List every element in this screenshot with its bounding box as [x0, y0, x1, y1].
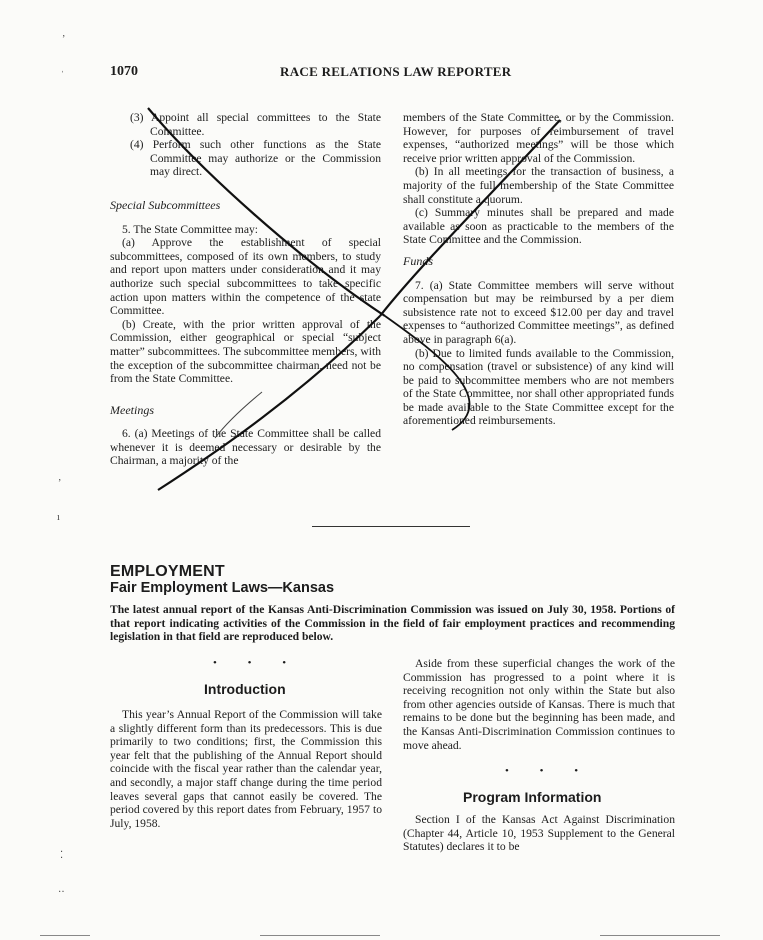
- separator-dots-left: • • •: [213, 657, 301, 669]
- section-subtitle: Fair Employment Laws—Kansas: [110, 580, 335, 596]
- right-body: [403, 657, 675, 752]
- running-head: RACE RELATIONS LAW REPORTER: [280, 64, 512, 79]
- heading-special-subcommittees: Special Subcommittees: [110, 197, 221, 212]
- aside-paragraph: Aside from these superficial changes the work of the Commission has progressed to a point where it is receiving recognition not only within the State but also from other agencies outside of Kansas. There is much that remains to be done but the beginning has been made, and the Kansas Anti-Discrimination Commission continues to move ahead.: [403, 657, 675, 752]
- paragraph-7b: (b) Due to limited funds available to the Commission, no compensation (travel or subsistence) of any kind will be paid to subcommittee members who are not members of the State Committee, nor shall other appropriated funds be made available to the State Committee except for the aforementioned reimbursements.: [403, 346, 674, 428]
- margin-mark: ’: [58, 478, 62, 489]
- heading-meetings: Meetings: [110, 402, 154, 417]
- margin-mark: ‥: [58, 884, 65, 895]
- paragraph-5: 5. The State Committee may:: [122, 222, 258, 236]
- program-paragraph: Section I of the Kansas Act Against Discrimination (Chapter 44, Article 10, 1953 Supplement to the General Statutes) declares it to be: [403, 813, 675, 854]
- introduction-heading: Introduction: [204, 681, 286, 697]
- top-right-column: [403, 111, 674, 428]
- bottom-edge-line: [600, 935, 720, 936]
- page-number: 1070: [110, 64, 138, 79]
- top-left-column: [110, 111, 381, 468]
- section-divider: [312, 526, 470, 527]
- margin-mark: ʼ: [62, 34, 66, 45]
- paragraph-6a: 6. (a) Meetings of the State Committee shall be called whenever it is deemed necessary or desirable by the Chairman, a majority of the: [110, 427, 381, 468]
- margin-mark: ı: [57, 512, 60, 523]
- program-body: [403, 813, 675, 854]
- introduction-paragraph: This year’s Annual Report of the Commission will take a slightly different form than its predecessors. This is due primarily to two conditions; first, the Commission this year felt that the publishing of the Annual Report should coincide with the fiscal year rather than the calendar year, and secondly, a major staff change during the time period leaves several gaps that cannot easily be covered. The period covered by this report dates from February, 1957 to July, 1958.: [110, 708, 382, 830]
- program-information-heading: Program Information: [463, 789, 602, 805]
- bottom-edge-line: [260, 935, 380, 936]
- report-summary: The latest annual report of the Kansas Anti-Discrimination Commission was issued on July 30, 1958. Portions of that report indicating activities of the Commission in the field of fair employment practices and recommending legislation in that field are reproduced below.: [110, 603, 675, 644]
- paragraph-7a: 7. (a) State Committee members will serve without compensation but may be reimbursed by a per diem subsistence rate not to exceed $12.00 per day and travel expenses to “authorized Committee meetings”, as defined above in paragraph 6(a).: [403, 278, 674, 346]
- page-header: [110, 64, 675, 82]
- item-3: (3) Appoint all special committees to the State Committee.: [130, 111, 381, 138]
- paragraph-5a: (a) Approve the establishment of special subcommittees, composed of its own members, to study and report upon matters under consideration and it may authorize such special subcommittees to take specific action upon matters within the competence of the state Committee.: [110, 236, 381, 318]
- paragraph-6c: (c) Summary minutes shall be prepared and made available as soon as practicable to the members of the State Committee and the Commission.: [403, 206, 674, 247]
- paragraph-5b: (b) Create, with the prior written approval of the Commission, either geographical or special “subject matter” subcommittees. The subcommittee members, with the exception of the subcommittee chairman, need not be from the State Committee.: [110, 317, 381, 386]
- margin-mark: ⁚: [60, 850, 64, 861]
- heading-funds: Funds: [403, 253, 433, 268]
- paragraph-6b: (b) In all meetings for the transaction of business, a majority of the full membership of the State Committee shall constitute a quorum.: [403, 165, 674, 206]
- introduction-body: [110, 708, 382, 830]
- item-4: (4) Perform such other functions as the State Committee may authorize or the Commission may direct.: [130, 138, 381, 179]
- bottom-edge-line: [40, 935, 90, 936]
- section-title: EMPLOYMENT: [110, 563, 225, 580]
- margin-mark: ˈ: [61, 70, 65, 81]
- paragraph-6a-continued: members of the State Committee, or by the Commission. However, for purposes of reimbursement of travel expenses, “authorized meetings” will be those which receive prior written approval of the Commission.: [403, 111, 674, 165]
- separator-dots-right: • • •: [505, 765, 593, 777]
